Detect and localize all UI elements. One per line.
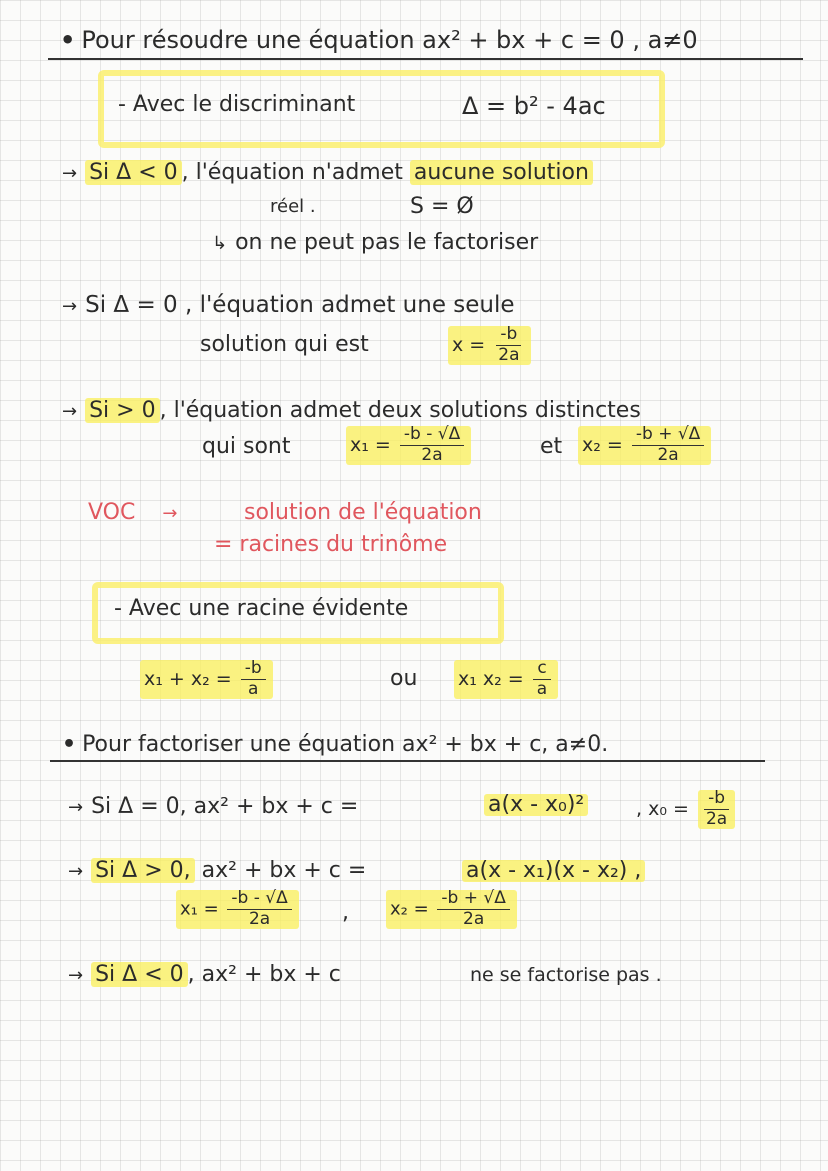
fraction: [241, 660, 266, 699]
arrow-icon: →: [62, 296, 78, 317]
fraction: [632, 426, 704, 465]
section2-title-text: Pour factoriser une équation ax² + bx + c, a≠0.: [82, 732, 609, 757]
fraction-denominator: 2a: [421, 444, 443, 465]
case-neg-line2: réel .: [270, 196, 316, 217]
root-label: - Avec une racine évidente: [114, 596, 409, 621]
case-zero-line2: solution qui est: [200, 332, 369, 357]
fraction: [400, 426, 464, 465]
fraction-numerator: -b + √Δ: [437, 890, 509, 910]
fraction-numerator: c: [533, 660, 550, 680]
fact-pos-comma: ,: [342, 900, 349, 925]
voc-line1: solution de l'équation: [244, 500, 482, 525]
fraction-numerator: -b: [704, 790, 729, 810]
fraction: [698, 790, 735, 829]
fraction-denominator: 2a: [705, 808, 728, 829]
section1-title: [60, 28, 698, 52]
x-label: x =: [452, 333, 486, 356]
arrow-icon: →: [68, 965, 84, 986]
fact-neg-condition-text: Si Δ < 0: [91, 962, 188, 987]
voc-line2: = racines du trinôme: [214, 532, 448, 557]
fact-zero-line: [68, 796, 358, 818]
discriminant-formula: Δ = b² - 4ac: [462, 92, 606, 120]
case-pos-line2: qui sont: [202, 434, 291, 459]
fact-zero-result: a(x - x₀)²: [484, 794, 588, 816]
case-zero-line1: [62, 294, 515, 317]
case-neg-line3-text: on ne peut pas le factoriser: [235, 230, 539, 255]
case-zero-line1-text: Si Δ = 0 , l'équation admet une seule: [85, 292, 515, 318]
section1-underline: [48, 58, 803, 60]
fraction-denominator: 2a: [248, 908, 271, 929]
arrow-icon: →: [68, 797, 84, 818]
fraction: [227, 890, 291, 929]
fraction-numerator: -b: [496, 326, 521, 346]
fraction: [494, 326, 523, 365]
case-neg-line3: [212, 232, 538, 254]
fact-neg-condition: [91, 962, 188, 987]
fraction-denominator: 2a: [657, 444, 679, 465]
fact-zero-expression: ax² + bx + c =: [193, 794, 359, 819]
case-pos-x2: [578, 426, 711, 465]
section2-title: [62, 734, 608, 756]
fact-neg-expression: , ax² + bx + c: [187, 962, 341, 987]
case-neg-condition: Si Δ < 0: [85, 160, 182, 185]
case-zero-solution: [448, 326, 531, 365]
fact-neg-line: [68, 964, 341, 986]
hook-arrow-icon: ↳: [212, 233, 228, 254]
section2-underline: [50, 760, 765, 762]
fraction-numerator: -b - √Δ: [400, 426, 464, 446]
fraction: [437, 890, 509, 929]
root-sum: [140, 660, 273, 699]
fact-pos-expression: ax² + bx + c =: [201, 858, 367, 883]
case-neg-line1: [62, 162, 593, 184]
fact-pos-line: [68, 860, 366, 882]
case-pos-text: , l'équation admet deux solutions distinctes: [159, 398, 641, 423]
fact-pos-x1: [176, 890, 299, 929]
voc-label-text: VOC: [88, 500, 136, 525]
arrow-icon: →: [62, 163, 78, 184]
root-product: [454, 660, 558, 699]
section1-title-text: Pour résoudre une équation ax² + bx + c = 0 , a≠0: [81, 26, 698, 54]
product-label: x₁ x₂ =: [458, 667, 524, 690]
bullet: •: [62, 732, 77, 757]
root-or: ou: [390, 666, 418, 691]
arrow-icon: →: [162, 503, 178, 524]
fraction-denominator: a: [247, 678, 259, 699]
fraction-denominator: 2a: [463, 908, 485, 929]
fact-neg-text: ne se factorise pas .: [470, 964, 662, 986]
fact-pos-result: a(x - x₁)(x - x₂) ,: [462, 860, 645, 882]
discriminant-label: - Avec le discriminant: [118, 92, 356, 117]
case-pos-and: et: [540, 434, 563, 459]
x0-label: , x₀ =: [636, 797, 689, 820]
fraction-numerator: -b - √Δ: [227, 890, 291, 910]
fact-pos-x2: [386, 890, 517, 929]
case-neg-text: , l'équation n'admet: [181, 160, 403, 185]
x1-label: x₁ =: [350, 433, 391, 456]
case-pos-line1: [62, 400, 641, 422]
arrow-icon: →: [62, 401, 78, 422]
fraction-denominator: a: [536, 678, 548, 699]
x1-label: x₁ =: [180, 898, 219, 920]
fraction-denominator: 2a: [498, 344, 520, 365]
x2-label: x₂ =: [582, 433, 623, 456]
case-pos-condition: Si > 0: [85, 398, 160, 423]
arrow-icon: →: [68, 861, 84, 882]
fact-pos-condition: Si Δ > 0,: [91, 858, 195, 883]
case-neg-set: S = Ø: [410, 194, 474, 219]
fraction-numerator: -b: [241, 660, 266, 680]
bullet: •: [60, 26, 76, 54]
sum-label: x₁ + x₂ =: [144, 667, 232, 690]
case-neg-highlight: aucune solution: [410, 160, 593, 185]
fraction: [533, 660, 551, 699]
fact-zero-condition: Si Δ = 0,: [91, 794, 187, 819]
voc-label: [88, 502, 185, 524]
case-pos-x1: [346, 426, 471, 465]
fact-zero-x0: [636, 790, 738, 829]
fraction-numerator: -b + √Δ: [632, 426, 704, 446]
x2-label: x₂ =: [390, 898, 429, 920]
